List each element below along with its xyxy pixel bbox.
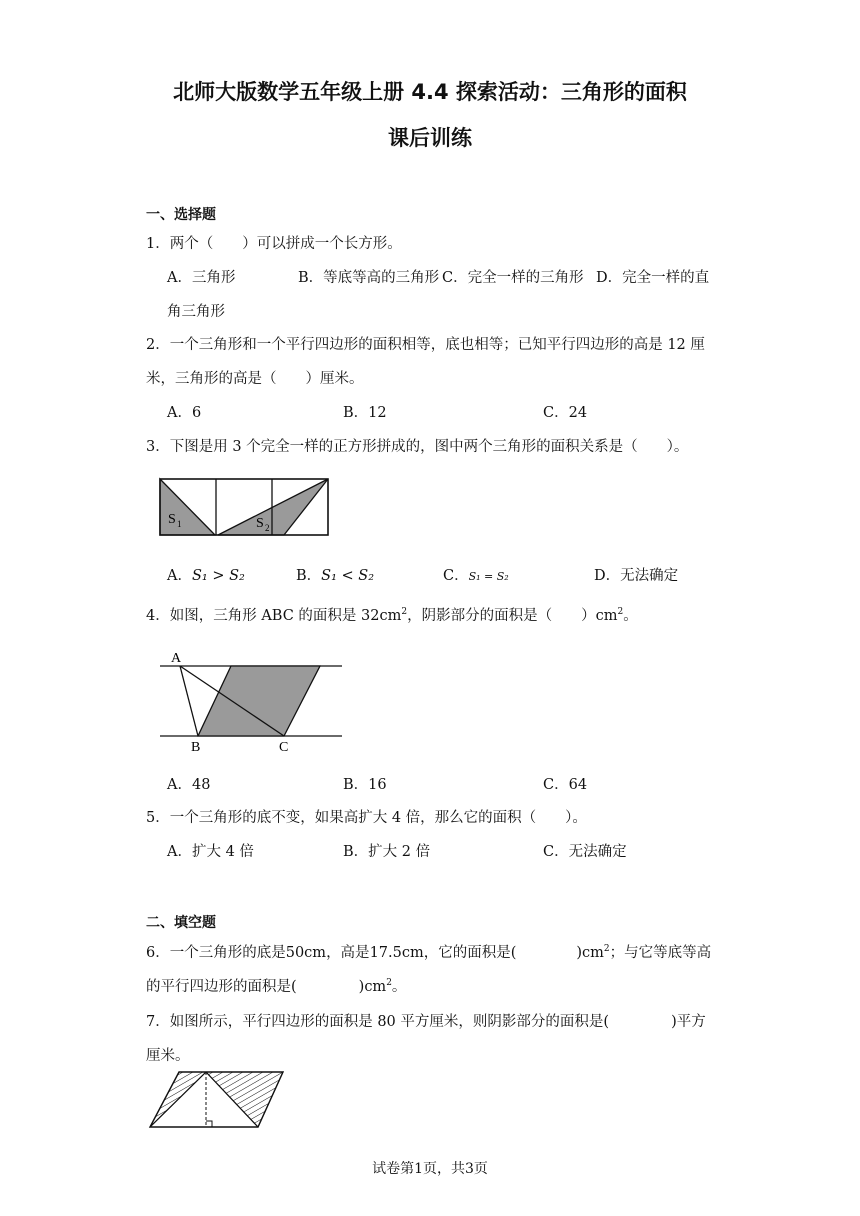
q3-option-a-prefix: A． bbox=[167, 568, 192, 584]
q3-option-c-expr: S₁ = S₂ bbox=[468, 570, 509, 583]
page-subtitle: 课后训练 bbox=[388, 126, 472, 150]
q3-option-b bbox=[296, 564, 374, 585]
q5-text: 5．一个三角形的底不变，如果高扩大 4 倍，那么它的面积（ ）。 bbox=[146, 810, 587, 826]
q2-text-line1: 2．一个三角形和一个平行四边形的面积相等，底也相等；已知平行四边形的高是 12 厘 bbox=[146, 337, 705, 353]
q3-option-a bbox=[167, 564, 245, 585]
q6-text-line1 bbox=[146, 941, 711, 962]
page-title: 北师大版数学五年级上册 4.4 探索活动：三角形的面积 bbox=[173, 80, 687, 104]
q3-text: 3．下图是用 3 个完全一样的正方形拼成的，图中两个三角形的面积关系是（ ）。 bbox=[146, 439, 689, 455]
q4-text bbox=[146, 604, 638, 625]
q6-part-e: ，它的面积是( bbox=[423, 945, 517, 961]
q2-option-a: A．6 bbox=[167, 405, 202, 421]
q4-text-sup2: 2 bbox=[617, 607, 624, 618]
q3-option-b-prefix: B． bbox=[296, 568, 322, 584]
page-footer: 试卷第1页，共3页 bbox=[372, 1161, 488, 1177]
q3-label-s2: S bbox=[256, 516, 264, 531]
q4-option-b: B．16 bbox=[343, 777, 387, 793]
section-choice: 一、选择题 bbox=[146, 207, 216, 223]
q3-label-s1-sub: 1 bbox=[177, 519, 182, 529]
q3-option-d: D．无法确定 bbox=[594, 568, 679, 584]
q6-part-a: 6．一个三角形的底是 bbox=[146, 945, 286, 961]
q4-option-c: C．64 bbox=[543, 777, 588, 793]
q6-sup-2: 2 bbox=[386, 978, 392, 989]
q3-option-a-expr: S₁ > S₂ bbox=[191, 568, 245, 584]
q1-option-a: A．三角形 bbox=[167, 270, 236, 286]
q6-part-j: 。 bbox=[391, 979, 407, 995]
q5-option-b: B．扩大 2 倍 bbox=[343, 844, 431, 860]
q6-part-g: ；与它等底等高 bbox=[609, 945, 712, 961]
q4-label-b: B bbox=[191, 740, 201, 755]
q2-text-line2: 米，三角形的高是（ ）厘米。 bbox=[146, 371, 364, 387]
q6-sup-1: 2 bbox=[603, 944, 610, 955]
q7-parallelogram-figure bbox=[146, 1070, 288, 1130]
q3-option-c-prefix: C． bbox=[443, 568, 469, 584]
q1-option-d: D．完全一样的直 bbox=[596, 270, 710, 286]
q2-option-b: B．12 bbox=[343, 405, 387, 421]
section-fill: 二、填空题 bbox=[146, 915, 216, 931]
q4-text-part1: 4．如图，三角形 ABC 的面积是 32cm bbox=[146, 608, 402, 624]
q3-option-c bbox=[443, 564, 509, 585]
q7-text-line1 bbox=[146, 1010, 706, 1031]
q4-option-a: A．48 bbox=[167, 777, 211, 793]
q7-part-a: 7．如图所示，平行四边形的面积是 80 平方厘米，则阴影部分的面积是( bbox=[146, 1014, 610, 1030]
q3-option-b-expr: S₁ < S₂ bbox=[321, 568, 375, 584]
q4-parallelogram-figure bbox=[160, 648, 342, 756]
q1-option-c: C．完全一样的三角形 bbox=[442, 270, 584, 286]
q6-height-value: 17.5cm bbox=[369, 945, 424, 961]
q7-part-b: )平方 bbox=[671, 1014, 706, 1030]
q4-text-sup1: 2 bbox=[401, 607, 408, 618]
q3-label-s2-sub: 2 bbox=[265, 523, 270, 533]
q3-squares-figure bbox=[158, 477, 330, 537]
q4-text-part2: ，阴影部分的面积是（ ）cm bbox=[407, 608, 618, 624]
q6-text-line2 bbox=[146, 975, 406, 996]
q6-part-c: ，高是 bbox=[326, 945, 370, 961]
q6-base-value: 50cm bbox=[285, 945, 327, 961]
q4-label-a: A bbox=[171, 651, 182, 666]
q2-option-c: C．24 bbox=[543, 405, 588, 421]
q3-label-s1: S bbox=[168, 512, 176, 527]
q6-part-i: )cm bbox=[358, 979, 387, 995]
q1-option-d-cont: 角三角形 bbox=[167, 304, 225, 320]
q5-option-a: A．扩大 4 倍 bbox=[167, 844, 254, 860]
q4-label-c: C bbox=[279, 740, 289, 755]
q7-text-line2: 厘米。 bbox=[146, 1048, 190, 1064]
q4-text-part3: 。 bbox=[623, 608, 638, 624]
q5-option-c: C．无法确定 bbox=[543, 844, 627, 860]
q1-text: 1．两个（ ）可以拼成一个长方形。 bbox=[146, 236, 402, 252]
q1-option-b: B．等底等高的三角形 bbox=[298, 270, 440, 286]
q6-part-h: 的平行四边形的面积是( bbox=[146, 979, 297, 995]
q6-part-f: )cm bbox=[576, 945, 604, 961]
